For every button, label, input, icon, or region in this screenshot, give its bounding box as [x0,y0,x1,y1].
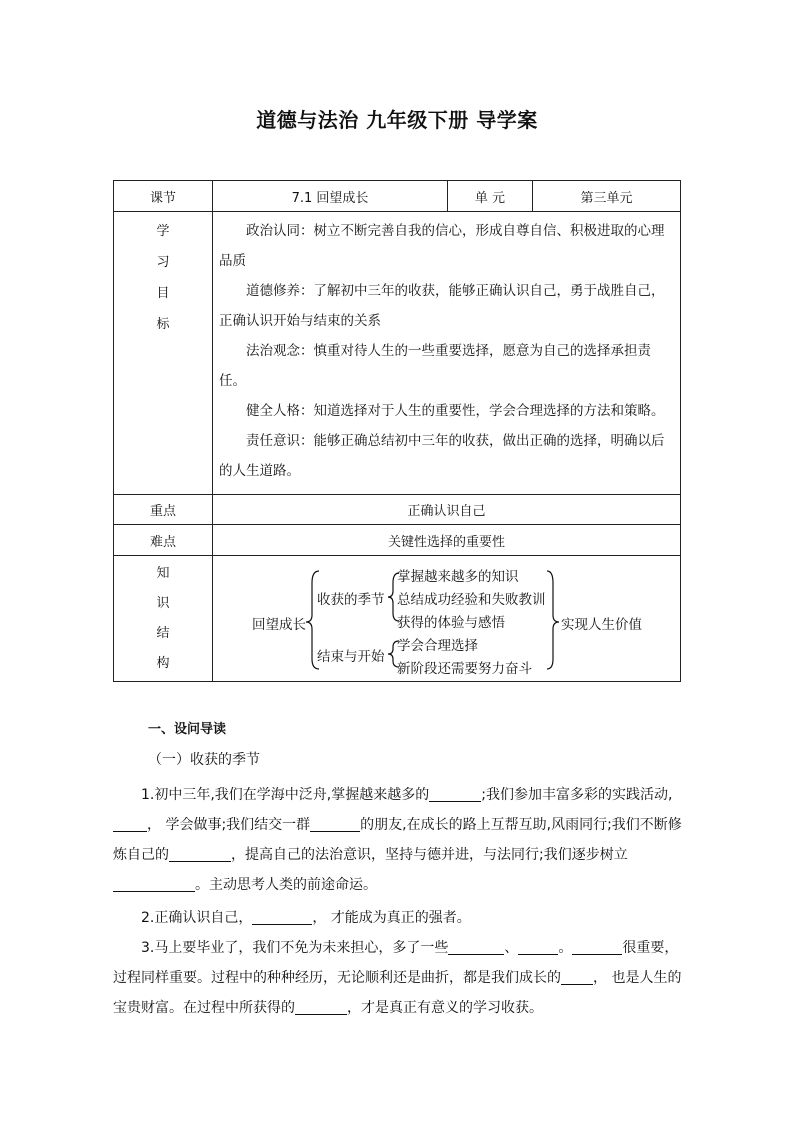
q2-text: 2.正确认识自己， [141,910,253,926]
question-3 [113,933,683,1023]
key-point-value: 正确认识自己 [213,495,681,525]
goal-responsibility: 责任意识：能够正确总结初中三年的收获，做出正确的选择，明确以后的人生道路。 [219,433,665,479]
answer-blank[interactable] [448,938,504,955]
unit-label: 单 元 [448,181,533,212]
unit-value: 第三单元 [533,181,681,212]
answer-blank[interactable] [310,815,360,832]
question-2 [113,903,683,933]
lesson-value: 7.1 回望成长 [213,181,448,212]
q3-text: ， 也是人生的宝贵财富。在过程中所获得的 [113,970,682,1016]
goals-label-char: 标 [156,317,170,332]
structure-item: 总结成功经验和失败教训 [397,591,546,608]
structure-branch-end-start: 结束与开始 [317,648,385,665]
answer-blank[interactable] [518,938,558,955]
q1-text: 1.初中三年,我们在学海中泛舟,掌握越来越多的 [141,787,430,803]
goal-law: 法治观念：慎重对待人生的一些重要选择，愿意为自己的选择承担责任。 [219,343,651,389]
q1-text: ， 学会做事;我们结交一群 [147,817,311,833]
structure-label-char: 构 [156,655,170,671]
structure-result: 实现人生价值 [561,616,642,633]
knowledge-map [213,559,680,679]
q3-text: 。 [558,940,573,956]
structure-label-char: 知 [156,565,170,581]
q1-text: 的朋友,在成长的路上互帮互助,风雨同行;我们不断修炼自己的 [113,817,682,863]
goal-personality: 健全人格：知道选择对于人生的重要性，学会合理选择的方法和策略。 [246,403,665,419]
lesson-label: 课节 [114,181,213,212]
structure-item: 学会合理选择 [397,637,478,654]
page-title: 道德与法治 九年级下册 导学案 [256,108,538,132]
goals-content [213,212,681,495]
answer-blank[interactable] [113,815,147,832]
q3-text: 、 [504,940,519,956]
structure-label-char: 结 [156,625,170,641]
q3-text: ，才是真正有意义的学习收获。 [347,1000,543,1016]
q1-text: 。主动思考人类的前途命运。 [195,877,377,893]
answer-blank[interactable] [113,875,195,892]
subsection-heading: （一）收获的季节 [148,752,260,768]
q3-text: 很重要，过程同样重要。过程中的种种经历，无论顺利还是曲折，都是我们成长的 [113,940,679,986]
goals-label-char: 学 [156,224,170,239]
key-point-label: 重点 [114,495,213,525]
goals-label-char: 习 [156,255,170,270]
structure-root: 回望成长 [252,616,306,633]
question-1 [113,780,683,900]
knowledge-structure [213,556,681,682]
difficulty-value: 关键性选择的重要性 [213,525,681,556]
answer-blank[interactable] [572,938,622,955]
structure-label-char: 识 [156,595,170,611]
q3-text: 3.马上要毕业了，我们不免为未来担心，多了一些 [141,940,449,956]
section-heading: 一、设问导读 [148,722,227,737]
goals-label [114,212,213,495]
lesson-plan-table [113,180,681,682]
answer-blank[interactable] [561,968,593,985]
structure-branch-harvest: 收获的季节 [317,591,385,608]
goal-moral: 道德修养：了解初中三年的收获，能够正确认识自己，勇于战胜自己，正确认识开始与结束的关系 [219,283,665,329]
structure-item: 新阶段还需要努力奋斗 [397,660,532,677]
q1-text: ;我们参加丰富多彩的实践活动, [481,787,673,803]
structure-item: 掌握越来越多的知识 [397,568,519,585]
q1-text: ，提高自己的法治意识，坚持与德并进，与法同行;我们逐步树立 [231,847,628,863]
goals-label-char: 目 [156,286,170,301]
answer-blank[interactable] [295,998,347,1015]
answer-blank[interactable] [169,845,231,862]
difficulty-label: 难点 [114,525,213,556]
answer-blank[interactable] [429,785,481,802]
answer-blank[interactable] [252,908,312,925]
q2-text: ， 才能成为真正的强者。 [312,910,471,926]
goal-political: 政治认同：树立不断完善自我的信心，形成自尊自信、积极进取的心理品质 [219,223,665,269]
structure-label [114,556,213,682]
structure-item: 获得的体验与感悟 [397,614,505,631]
